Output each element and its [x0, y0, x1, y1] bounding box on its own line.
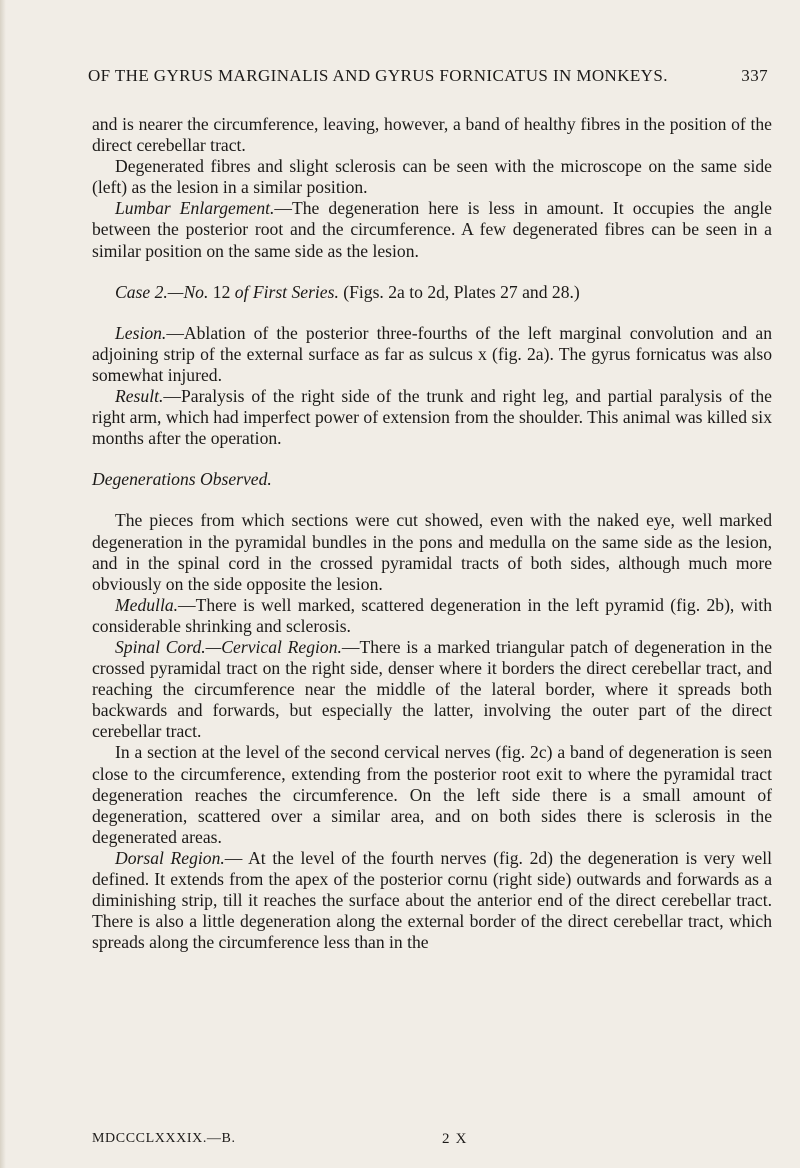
paragraph-result	[92, 386, 772, 449]
paragraph-text: —Ablation of the posterior three-fourths of the left marginal convolution and an adjoining strip of the external surface as far as sulcus x (fig. 2a). The gyrus fornicatus was also somewhat injured.	[92, 322, 772, 385]
paragraph-label: Lumbar Enlargement.	[115, 198, 275, 219]
paragraph-text: —The degeneration here is less in amount. It occupies the angle between the posterior root and the circumference. A few degenerated fibres can be seen in a similar position on the same side as the lesion.	[92, 198, 772, 261]
paragraph-medulla	[92, 595, 772, 637]
paragraph-dorsal	[92, 848, 772, 953]
paragraph-text: — At the level of the fourth nerves (fig. 2d) the degeneration is very well defined. It extends from the apex of the posterior cornu (right side) outwards and forwards as a diminishing strip, till it reaches the surface about the anterior end of the direct cerebellar tract. There is also a little degeneration along the external border of the direct cerebellar tract, which spreads along the circumference less than in the	[92, 847, 773, 953]
paragraph-label: Result.	[115, 386, 164, 407]
page-number: 337	[741, 66, 768, 85]
running-head-title: OF THE GYRUS MARGINALIS AND GYRUS FORNICATUS IN MONKEYS.	[88, 66, 668, 85]
paragraph-spinal-cord	[92, 637, 772, 742]
case-heading-prefix: Case 2.—	[115, 281, 184, 302]
paragraph-continuation: and is nearer the circumference, leaving, however, a band of healthy fibres in the position of the direct cerebellar tract.	[92, 114, 772, 156]
section-heading-text: Degenerations Observed.	[92, 469, 272, 490]
paragraph-text: —There is a marked triangular patch of degeneration in the crossed pyramidal tract on the right side, denser where it borders the direct cerebellar tract, and reaching the circumference near the middle of the lateral border, where it spreads both backwards and forwards, but especially the latter, involving the outer part of the direct cerebellar tract.	[92, 636, 772, 742]
paragraph-lesion	[92, 323, 772, 386]
case-heading	[92, 282, 772, 303]
paragraph: The pieces from which sections were cut showed, even with the naked eye, well marked degeneration in the pyramidal bundles in the pons and medulla on the same side as the lesion, and in the spinal cord in the crossed pyramidal tracts of both sides, although much more obviously on the side opposite the lesion.	[92, 510, 772, 594]
paragraph-label: Medulla.	[115, 594, 179, 615]
paragraph-lumbar	[92, 198, 772, 261]
footer-volume: MDCCCLXXXIX.—B.	[92, 1131, 236, 1146]
paragraph-text: —There is well marked, scattered degeneration in the left pyramid (fig. 2b), with considerable shrinking and sclerosis.	[92, 594, 772, 636]
case-heading-no: No.	[183, 281, 209, 302]
paragraph-label: Spinal Cord.—Cervical Region.	[115, 636, 342, 657]
paragraph-label: Dorsal Region.	[115, 847, 225, 868]
paragraph-text: —Paralysis of the right side of the trunk and right leg, and partial paralysis of the right arm, which had imperfect power of extension from the shoulder. This animal was killed six months after the operation.	[92, 386, 772, 449]
case-heading-series: of First Series.	[234, 281, 339, 302]
footer-signature: 2 X	[442, 1131, 468, 1147]
case-heading-number: 12	[208, 281, 235, 302]
body-text	[92, 114, 772, 953]
case-heading-figs: (Figs. 2a to 2d, Plates 27 and 28.)	[338, 281, 580, 302]
paragraph-label: Lesion.	[115, 322, 167, 343]
paragraph: Degenerated fibres and slight sclerosis can be seen with the microscope on the same side (left) as the lesion in a similar position.	[92, 156, 772, 198]
paragraph: In a section at the level of the second cervical nerves (fig. 2c) a band of degeneration is seen close to the circumference, extending from the posterior root exit to where the pyramidal tract degeneration reaches the circumference. On the left side there is a small amount of degeneration, scattered over a similar area, and on both sides there is sclerosis in the degenerated areas.	[92, 742, 772, 847]
page-edge-shadow	[0, 0, 6, 1168]
section-heading	[92, 469, 772, 490]
